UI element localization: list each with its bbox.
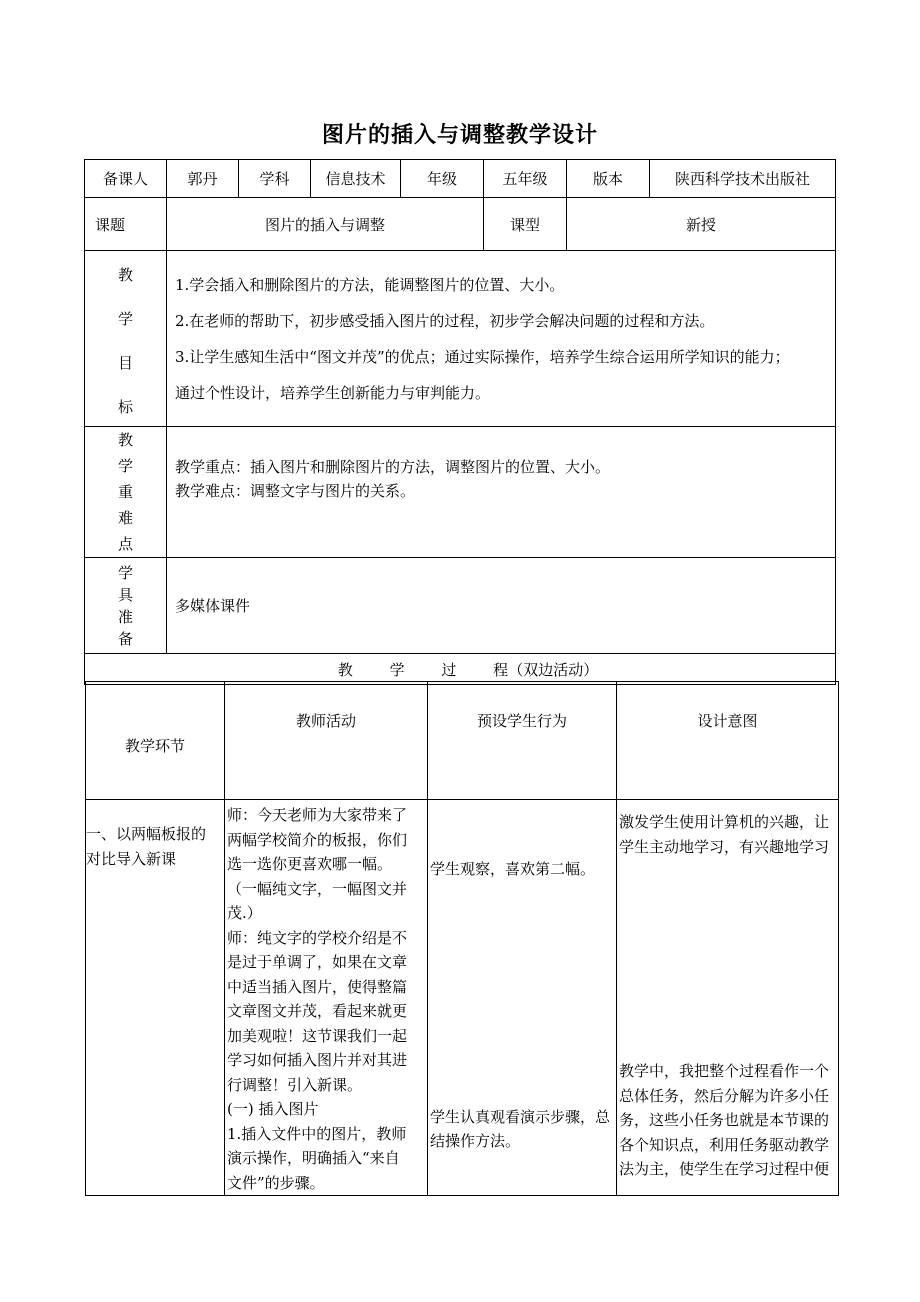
document-title: 图片的插入与调整教学设计 <box>321 122 598 148</box>
student-line: 学生观察，喜欢第二幅。 <box>430 860 596 878</box>
process-header-char: 教 <box>337 660 353 679</box>
type-value: 新授 <box>567 198 836 251</box>
goals-label-char: 教 <box>117 265 133 284</box>
design-intent-cell <box>617 800 839 1196</box>
goals-label-char: 标 <box>117 397 133 416</box>
teacher-line: 茂.） <box>227 904 262 922</box>
intent-line: 各个知识点，利用任务驱动教学 <box>619 1135 830 1154</box>
intent-line: 教学中，我把整个过程看作一个 <box>619 1062 830 1080</box>
key-points-label-char: 难 <box>117 509 133 527</box>
key-points-label <box>85 427 167 558</box>
student-line: 学生认真观看演示步骤，总 <box>430 1107 611 1126</box>
teacher-line: 两幅学校简介的板报，你们 <box>227 830 408 849</box>
topic-value: 图片的插入与调整 <box>167 198 484 251</box>
intent-line: 总体任务，然后分解为许多小任 <box>619 1086 830 1105</box>
key-points-label-char: 点 <box>117 535 133 553</box>
teacher-line: 加美观啦！这节课我们一起 <box>227 1026 408 1045</box>
teacher-line: 中适当插入图片，使得整篇 <box>227 977 408 996</box>
intent-line: 务，这些小任务也就是本节课的 <box>619 1111 830 1129</box>
goal-line: 1.学会插入和删除图片的方法，能调整图片的位置、大小。 <box>175 275 565 294</box>
teaching-process-table <box>85 681 839 1196</box>
teacher-activity-cell <box>225 800 428 1196</box>
intent-line: 激发学生使用计算机的兴趣，让 <box>619 813 830 831</box>
goals-label-char: 学 <box>117 309 133 328</box>
key-points-label-char: 学 <box>117 457 133 475</box>
key-points-row <box>85 427 836 558</box>
teacher-line: (一) 插入图片 <box>227 1100 319 1118</box>
design-intent-header: 设计意图 <box>617 682 839 800</box>
key-points-content <box>167 427 836 558</box>
topic-row <box>85 198 836 251</box>
process-header-row <box>85 654 836 685</box>
intent-line: 法为主，使学生在学习过程中便 <box>619 1160 830 1178</box>
intent-line: 学生主动地学习，有兴趣地学习 <box>619 837 830 856</box>
teacher-line: 文件”的步骤。 <box>227 1173 325 1192</box>
teacher-line: 师：今天老师为大家带来了 <box>227 806 408 824</box>
materials-label-char: 备 <box>117 629 133 648</box>
grade-label: 年级 <box>401 160 484 198</box>
materials-label <box>85 558 167 654</box>
student-behavior-cell <box>428 800 617 1196</box>
goals-row <box>85 251 836 427</box>
goal-line: 2.在老师的帮助下，初步感受插入图片的过程，初步学会解决问题的过程和方法。 <box>175 311 715 330</box>
key-points-label-char: 重 <box>117 483 133 501</box>
teacher-line: 文章图文并茂，看起来就更 <box>227 1002 408 1020</box>
goals-label-char: 目 <box>117 353 133 372</box>
key-points-label-char: 教 <box>117 431 133 449</box>
preparer-label: 备课人 <box>85 160 167 198</box>
stage-line: 一、以两幅板报的 <box>86 825 207 843</box>
key-point-line: 教学重点：插入图片和删除图片的方法，调整图片的位置、大小。 <box>175 458 611 476</box>
student-line: 结操作方法。 <box>430 1132 521 1150</box>
process-header-suffix: （双边活动） <box>508 660 599 679</box>
materials-row <box>85 558 836 654</box>
grade-value: 五年级 <box>484 160 567 198</box>
teacher-activity-header: 教师活动 <box>225 682 428 800</box>
teacher-line: （一幅纯文字，一幅图文并 <box>227 879 408 898</box>
materials-content: 多媒体课件 <box>167 558 836 654</box>
teacher-line: 行调整！引入新课。 <box>227 1075 363 1094</box>
goals-content <box>167 251 836 427</box>
preparer-value: 郭丹 <box>167 160 239 198</box>
teacher-line: 师：纯文字的学校介绍是不 <box>227 928 408 947</box>
teacher-line: 演示操作，明确插入“来自 <box>227 1149 400 1167</box>
edition-label: 版本 <box>567 160 650 198</box>
teacher-line: 选一选你更喜欢哪一幅。 <box>227 855 393 873</box>
edition-value: 陕西科学技术出版社 <box>650 160 836 198</box>
teacher-line: 是过于单调了，如果在文章 <box>227 953 408 971</box>
process-header-char: 学 <box>389 660 405 679</box>
topic-label: 课题 <box>85 198 167 251</box>
teacher-line: 1.插入文件中的图片，教师 <box>227 1124 407 1143</box>
subject-label: 学科 <box>239 160 311 198</box>
stage-header: 教学环节 <box>86 682 225 800</box>
info-row <box>85 160 836 198</box>
type-label: 课型 <box>484 198 567 251</box>
process-row <box>86 800 839 1196</box>
goal-line: 通过个性设计，培养学生创新能力与审判能力。 <box>175 383 491 402</box>
materials-label-char: 学 <box>117 563 133 582</box>
stage-line: 对比导入新课 <box>86 849 177 868</box>
goal-line: 3.让学生感知生活中“图文并茂”的优点；通过实际操作，培养学生综合运用所学知识的能力； <box>175 347 790 366</box>
lesson-info-table <box>84 159 836 685</box>
process-header-char: 程 <box>493 660 509 679</box>
stage-cell <box>86 800 225 1196</box>
student-behavior-header: 预设学生行为 <box>428 682 617 800</box>
subject-value: 信息技术 <box>311 160 401 198</box>
materials-label-char: 具 <box>117 585 133 604</box>
key-point-line: 教学难点：调整文字与图片的关系。 <box>175 482 416 500</box>
process-header <box>85 654 836 685</box>
teacher-line: 学习如何插入图片并对其进 <box>227 1051 408 1069</box>
process-header-row <box>86 682 839 800</box>
materials-label-char: 准 <box>117 607 133 626</box>
process-header-char: 过 <box>441 660 457 679</box>
goals-label <box>85 251 167 427</box>
